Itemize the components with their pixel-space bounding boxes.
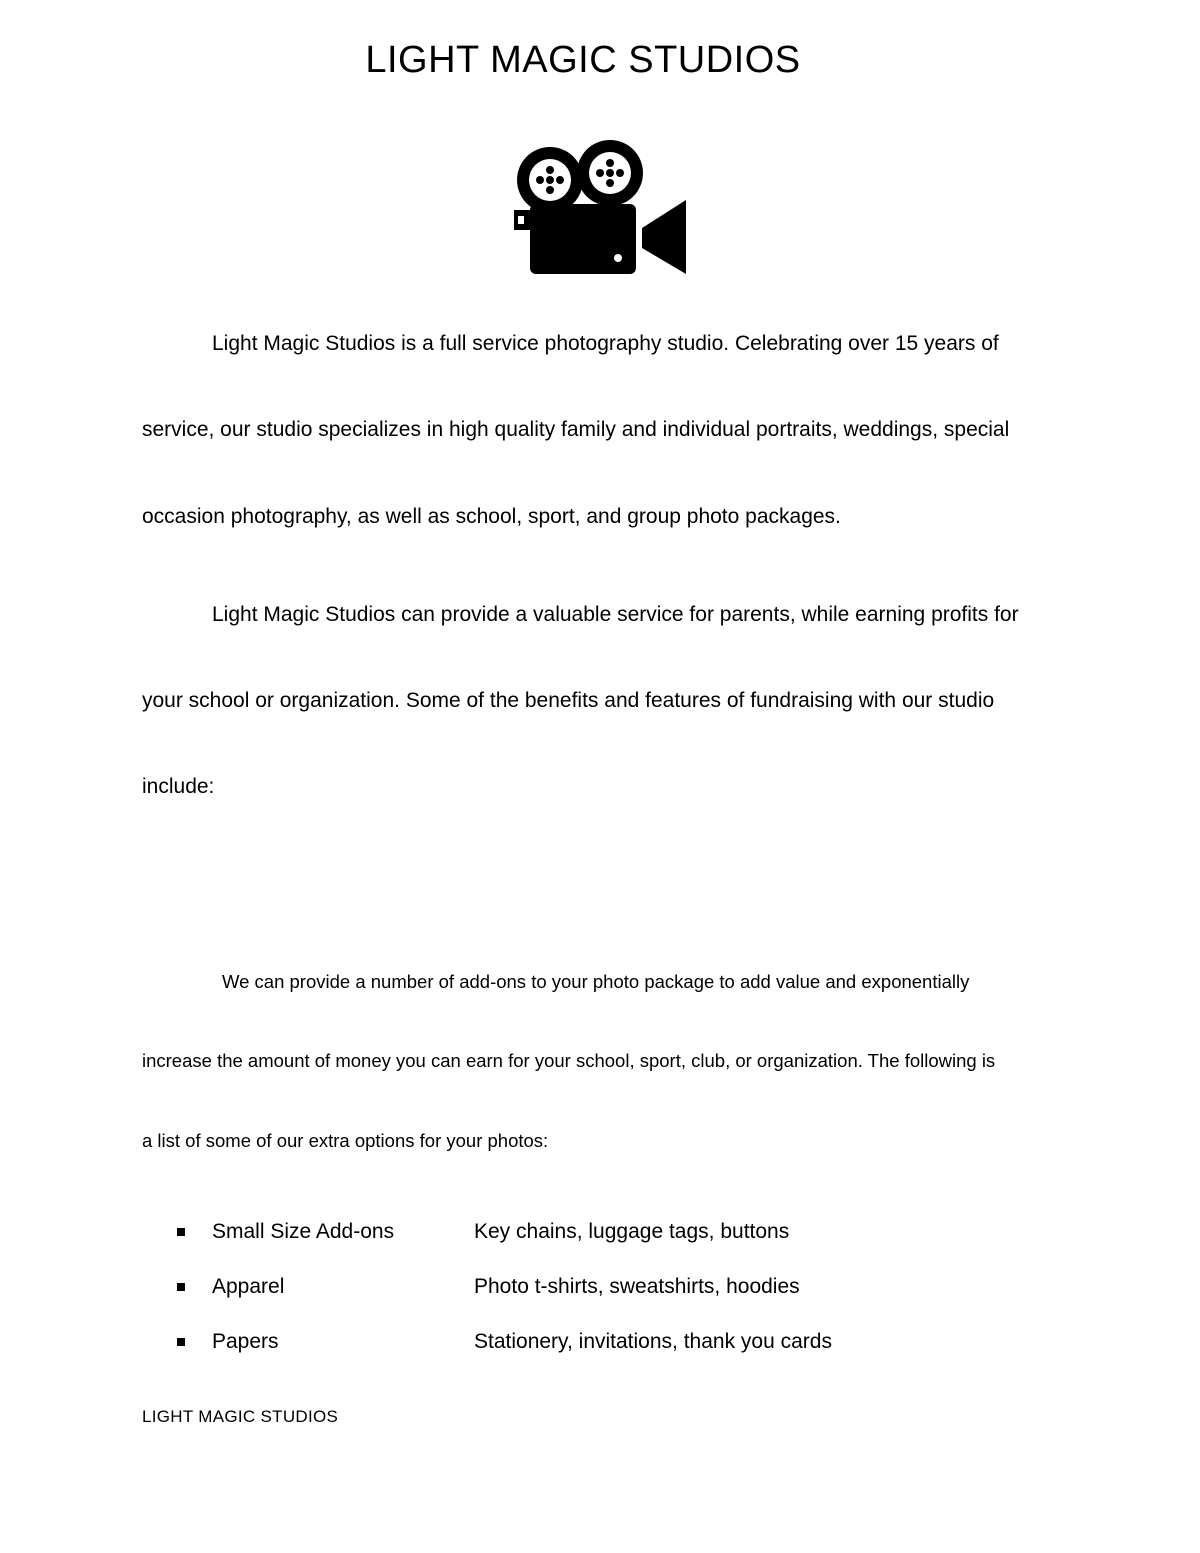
list-item: [142, 1214, 1042, 1269]
fundraising-paragraph: [142, 600, 1082, 810]
intro-line: service, our studio specializes in high quality family and individual portraits, weddings, special: [142, 418, 1010, 441]
option-description: Key chains, luggage tags, buttons: [474, 1220, 790, 1243]
option-name: Small Size Add-ons: [212, 1220, 395, 1243]
addons-line: a list of some of our extra options for your photos:: [142, 1130, 549, 1151]
option-description: Stationery, invitations, thank you cards: [474, 1330, 832, 1353]
document-title: LIGHT MAGIC STUDIOS: [365, 39, 801, 81]
addons-line: We can provide a number of add-ons to your photo package to add value and exponentially: [222, 971, 970, 992]
intro-line: occasion photography, as well as school, sport, and group photo packages.: [142, 505, 841, 528]
intro-paragraph: [142, 329, 1082, 539]
option-description: Photo t-shirts, sweatshirts, hoodies: [474, 1275, 800, 1298]
bullet-icon: [177, 1283, 185, 1291]
options-list: [142, 1214, 1042, 1379]
intro-line: Light Magic Studios is a full service photography studio. Celebrating over 15 years of: [212, 332, 999, 355]
page-footer: LIGHT MAGIC STUDIOS: [142, 1407, 339, 1426]
fundraising-line: Light Magic Studios can provide a valuable service for parents, while earning profits for: [212, 603, 1019, 626]
bullet-icon: [177, 1338, 185, 1346]
addons-line: increase the amount of money you can earn for your school, sport, club, or organization. The following is: [142, 1050, 996, 1071]
list-item: [142, 1269, 1042, 1324]
fundraising-line: your school or organization. Some of the benefits and features of fundraising with our studio: [142, 689, 995, 712]
addons-paragraph: [142, 967, 1102, 1167]
option-name: Papers: [212, 1330, 279, 1353]
fundraising-line: include:: [142, 775, 215, 798]
bullet-icon: [177, 1228, 185, 1236]
film-camera-icon: [512, 138, 688, 278]
option-name: Apparel: [212, 1275, 285, 1298]
list-item: [142, 1324, 1042, 1379]
